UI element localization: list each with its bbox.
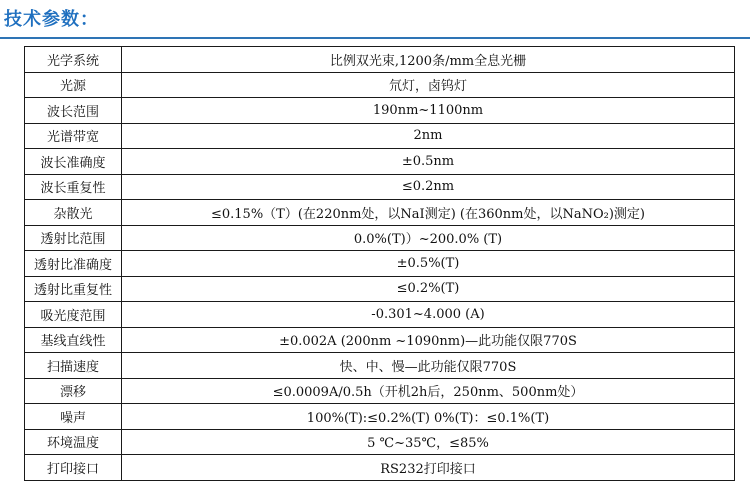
spec-value: 比例双光束,1200条/mm全息光栅 xyxy=(122,47,735,73)
spec-value: 5 ℃~35℃，≤85% xyxy=(122,429,735,455)
spec-value: ≤0.2%(T) xyxy=(122,276,735,302)
table-row xyxy=(25,327,735,353)
table-row xyxy=(25,429,735,455)
page-title: 技术参数： xyxy=(4,9,99,30)
spec-value: ≤0.15%（T）(在220nm处，以NaI测定) (在360nm处，以NaNO₂)测定) xyxy=(122,200,735,226)
spec-value: 快、中、慢—此功能仅限770S xyxy=(122,353,735,379)
spec-label: 吸光度范围 xyxy=(25,302,122,328)
table-row xyxy=(25,47,735,73)
spec-label: 透射比准确度 xyxy=(25,251,122,277)
spec-label: 扫描速度 xyxy=(25,353,122,379)
table-row xyxy=(25,72,735,98)
table-row xyxy=(25,353,735,379)
spec-label: 基线直线性 xyxy=(25,327,122,353)
table-row xyxy=(25,302,735,328)
spec-value: -0.301~4.000 (A) xyxy=(122,302,735,328)
spec-value: 氘灯，卤钨灯 xyxy=(122,72,735,98)
spec-label: 漂移 xyxy=(25,378,122,404)
spec-label: 打印接口 xyxy=(25,455,122,481)
table-row xyxy=(25,276,735,302)
spec-label: 透射比重复性 xyxy=(25,276,122,302)
spec-value: ±0.002A (200nm ~1090nm)—此功能仅限770S xyxy=(122,327,735,353)
table-row xyxy=(25,200,735,226)
spec-label: 环境温度 xyxy=(25,429,122,455)
spec-table xyxy=(24,46,735,481)
table-row xyxy=(25,404,735,430)
spec-value: 100%(T):≤0.2%(T) 0%(T)：≤0.1%(T) xyxy=(122,404,735,430)
spec-value: 190nm~1100nm xyxy=(122,98,735,124)
table-row xyxy=(25,123,735,149)
spec-value: ≤0.0009A/0.5h（开机2h后，250nm、500nm处） xyxy=(122,378,735,404)
spec-value: ±0.5%(T) xyxy=(122,251,735,277)
spec-value: ≤0.2nm xyxy=(122,174,735,200)
table-row xyxy=(25,251,735,277)
table-row xyxy=(25,149,735,175)
table-row xyxy=(25,225,735,251)
spec-label: 透射比范围 xyxy=(25,225,122,251)
spec-label: 光谱带宽 xyxy=(25,123,122,149)
table-row xyxy=(25,98,735,124)
spec-label: 光学系统 xyxy=(25,47,122,73)
table-row xyxy=(25,455,735,481)
spec-value: ±0.5nm xyxy=(122,149,735,175)
spec-value: RS232打印接口 xyxy=(122,455,735,481)
title-divider xyxy=(0,37,750,39)
spec-label: 波长范围 xyxy=(25,98,122,124)
table-row xyxy=(25,174,735,200)
table-row xyxy=(25,378,735,404)
spec-label: 杂散光 xyxy=(25,200,122,226)
spec-value: 2nm xyxy=(122,123,735,149)
spec-value: 0.0%(T)）~200.0% (T) xyxy=(122,225,735,251)
spec-label: 波长重复性 xyxy=(25,174,122,200)
spec-label: 波长准确度 xyxy=(25,149,122,175)
spec-label: 光源 xyxy=(25,72,122,98)
spec-label: 噪声 xyxy=(25,404,122,430)
